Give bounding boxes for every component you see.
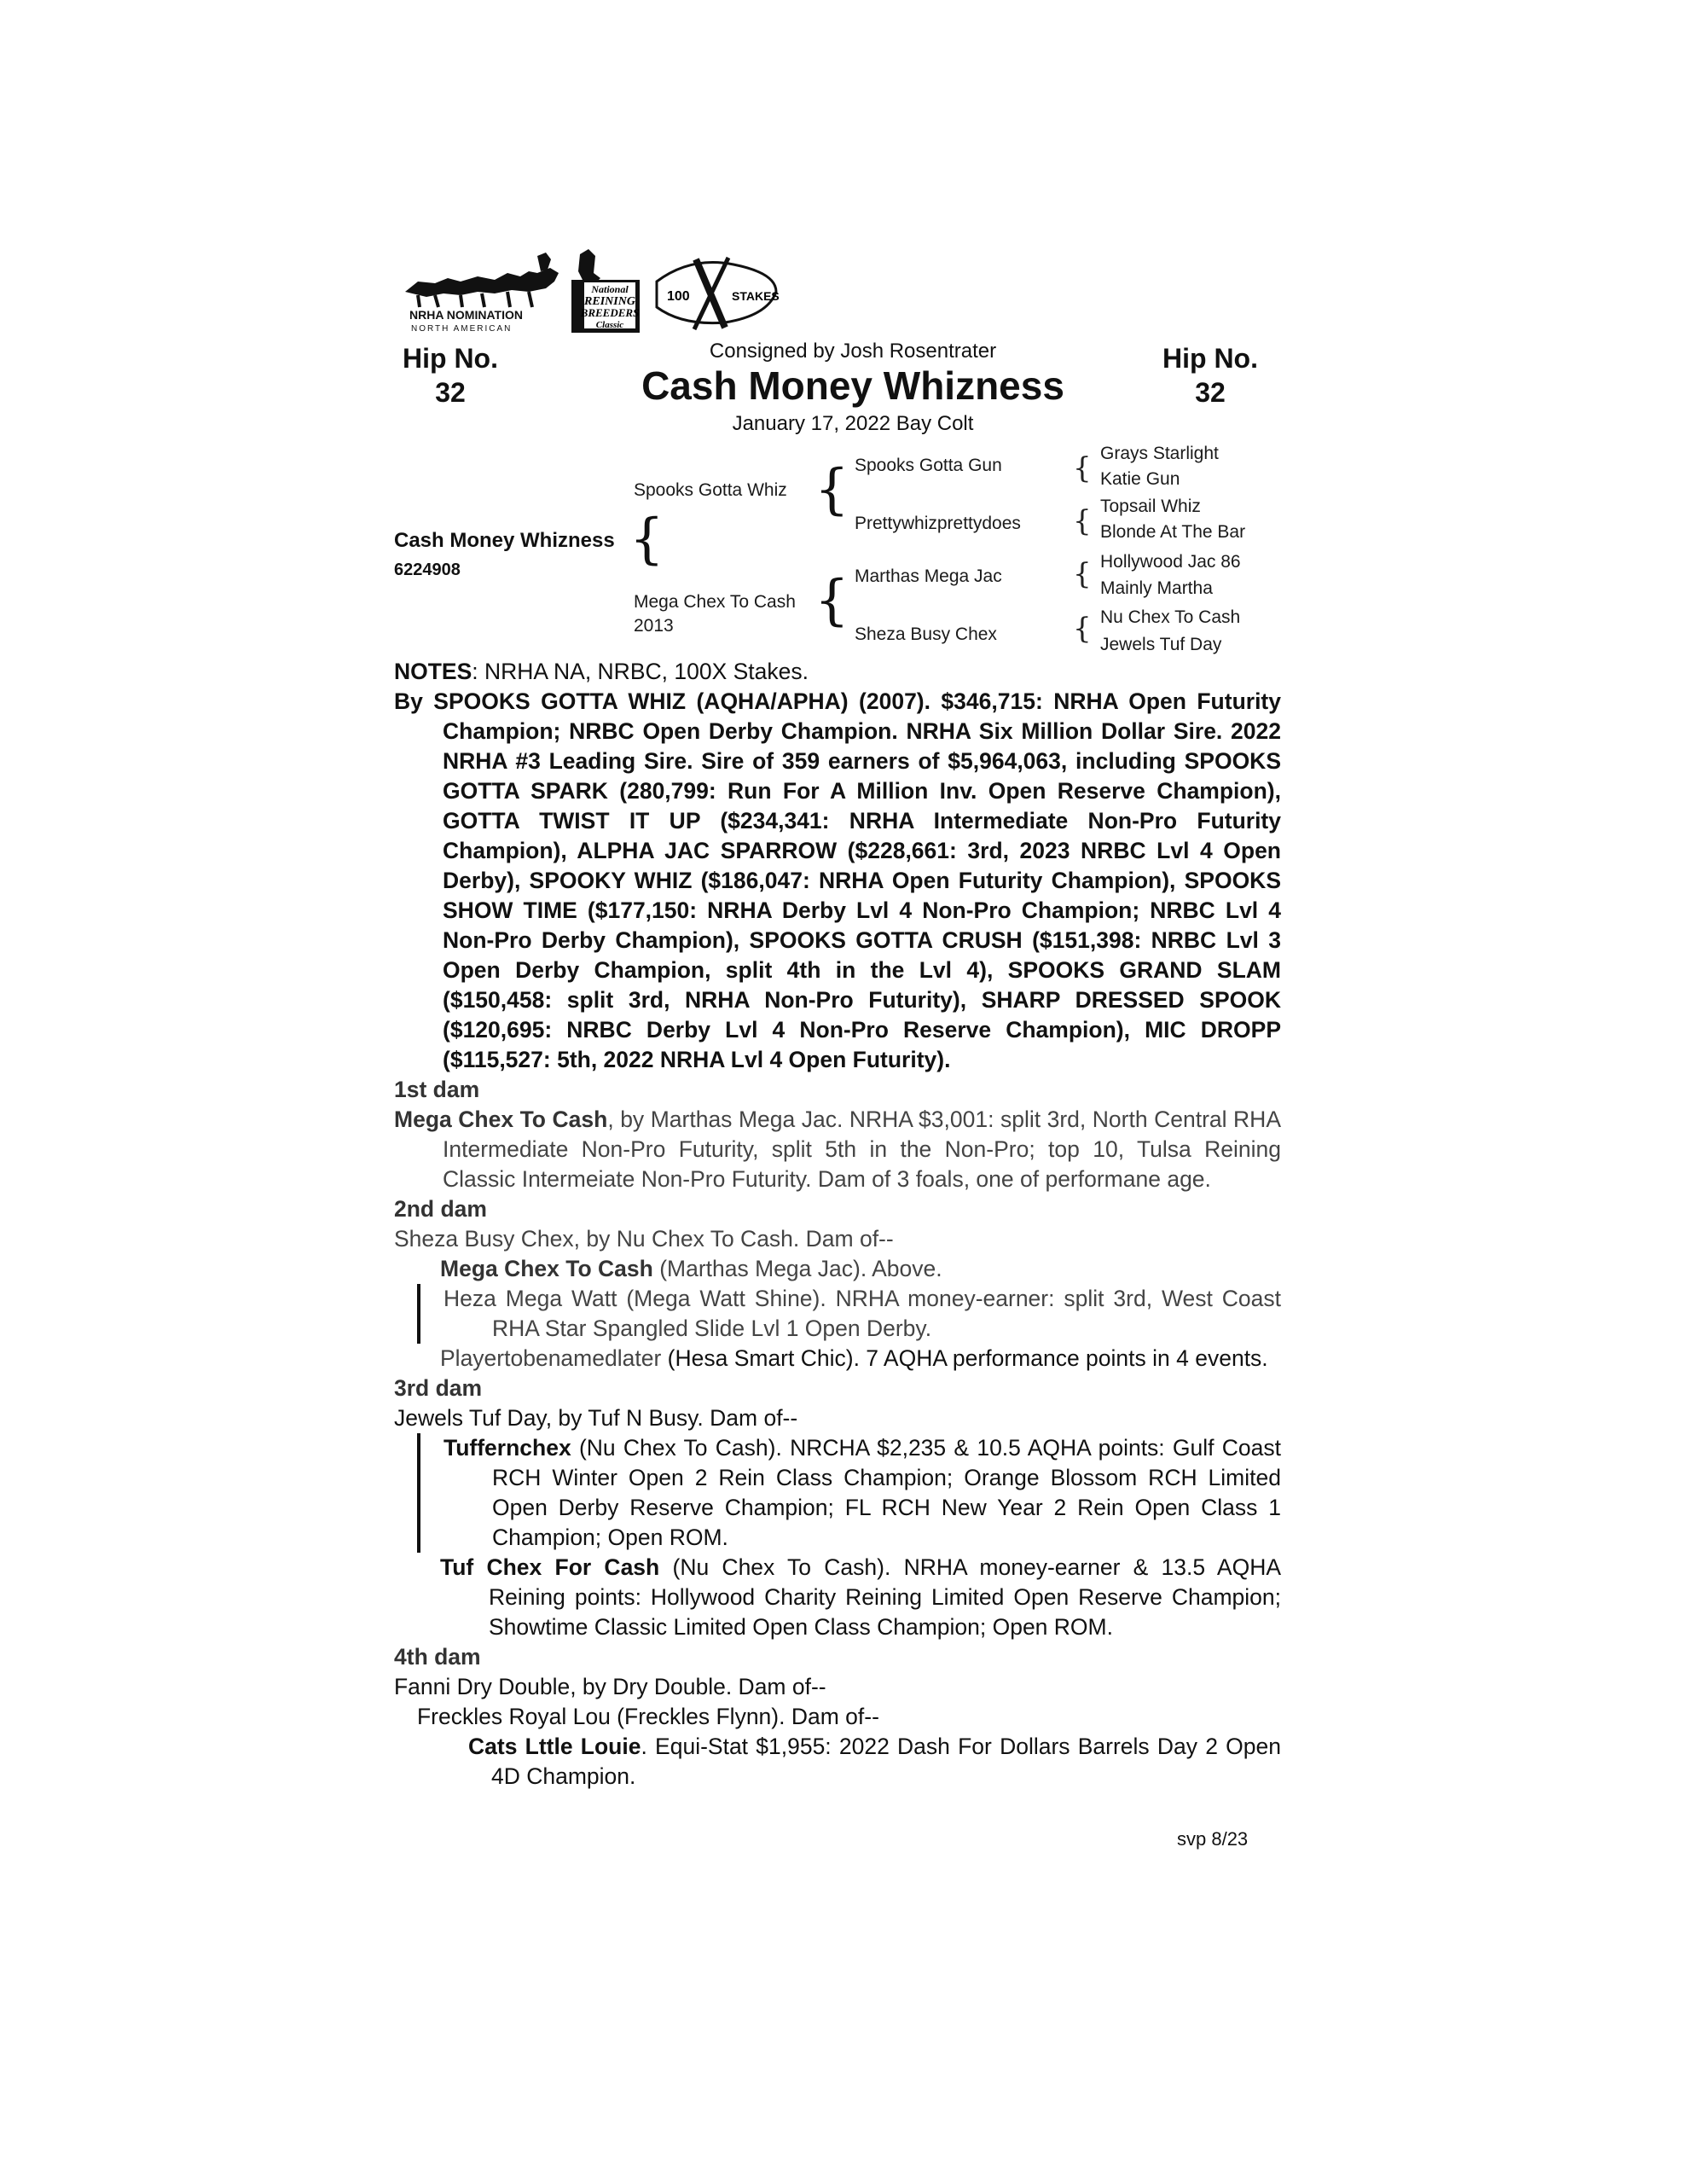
ss-brace: { (1073, 451, 1092, 485)
second-dam-intro: Sheza Busy Chex, by Nu Chex To Cash. Dam of-- (394, 1226, 894, 1252)
pedigree-sds: Topsail Whiz (1100, 497, 1201, 516)
third-dam-foal-2-text: (Nu Chex To Cash). NRHA money-earner & 13.5 AQHA Reining points: Hollywood Charity Reining Limited Open Reserve Champion; Showtime Classic Limited Open Class Champion; Open ROM. (489, 1554, 1282, 1640)
second-dam-foal-2-name: Heza Mega Watt (443, 1286, 617, 1311)
fourth-dam-grandfoal-1-name: Cats Lttle Louie (468, 1734, 641, 1759)
pedigree-ddd: Jewels Tuf Day (1100, 635, 1222, 654)
nrbc-logo-text-4: Classic (595, 320, 624, 330)
subject-brace: { (629, 508, 664, 571)
pedigree-dss: Hollywood Jac 86 (1100, 552, 1241, 572)
fourth-dam-intro: Fanni Dry Double, by Dry Double. Dam of-- (394, 1674, 826, 1699)
first-dam-paragraph (394, 1105, 1281, 1194)
ds-brace: { (1073, 557, 1092, 591)
consignor: Consigned by Josh Rosentrater (709, 340, 997, 363)
nrha-logo (405, 253, 559, 334)
hip-value-left: 32 (435, 377, 466, 408)
pedigree-sss: Grays Starlight (1100, 444, 1219, 463)
second-dam-heading: 2nd dam (394, 1196, 487, 1222)
footer-code: svp 8/23 (1177, 1828, 1249, 1850)
dd-brace: { (1073, 612, 1092, 646)
third-dam-foal-2 (417, 1553, 1281, 1642)
third-dam-foal-1-name: Tuffernchex (443, 1435, 571, 1461)
pedigree-dam: Mega Chex To Cash (634, 592, 796, 612)
third-dam-foal-2-name: Tuf Chex For Cash (440, 1554, 660, 1580)
sd-brace: { (1073, 504, 1092, 538)
fourth-dam-foal-1: Freckles Royal Lou (Freckles Flynn). Dam of-- (417, 1704, 879, 1729)
second-dam-foal-1-text: (Marthas Mega Jac). Above. (652, 1256, 942, 1281)
third-dam-intro: Jewels Tuf Day, by Tuf N Busy. Dam of-- (394, 1405, 798, 1431)
nrbc-logo-text-1: National (591, 283, 629, 295)
pedigree-dam-dam: Sheza Busy Chex (855, 624, 997, 644)
pedigree-ssd: Katie Gun (1100, 469, 1180, 489)
foaling-info: January 17, 2022 Bay Colt (732, 412, 974, 435)
first-dam-name: Mega Chex To Cash (394, 1107, 608, 1132)
pedigree-subject: Cash Money Whizness (394, 529, 615, 552)
first-dam-text: , by Marthas Mega Jac. NRHA $3,001: split 3rd, North Central RHA Intermediate Non-Pro Futurity, split 5th in the Non-Pro; top 10, Tulsa Reining Classic Intermeiate Non-Pro Futurity. Dam of 3 foals, one of performane age. (443, 1107, 1281, 1192)
hip-label-left: Hip No. (403, 343, 498, 374)
logo-graphics (401, 247, 802, 341)
nrbc-logo-text-2: REINING (584, 295, 635, 308)
second-dam-foal-1-name: Mega Chex To Cash (440, 1256, 653, 1281)
fourth-dam-heading: 4th dam (394, 1644, 481, 1670)
horse-title: Cash Money Whizness (641, 363, 1064, 408)
nrbc-logo (571, 249, 640, 333)
hip-number-left (399, 341, 501, 410)
fourth-dam-grandfoal-1 (443, 1732, 1281, 1792)
registration-number: 6224908 (394, 561, 461, 579)
nrha-logo-text: NRHA NOMINATION (409, 308, 523, 322)
second-dam-foal-1 (417, 1254, 1281, 1284)
second-dam-foal-3 (417, 1344, 1281, 1374)
stakes-logo (657, 258, 780, 329)
pedigree-sire-dam: Prettywhizprettydoes (855, 514, 1021, 533)
pedigree-sire-sire: Spooks Gotta Gun (855, 456, 1002, 475)
pedigree-dsd: Mainly Martha (1100, 578, 1213, 598)
sire-paragraph: By SPOOKS GOTTA WHIZ (AQHA/APHA) (2007). $346,715: NRHA Open Futurity Champion; NRBC Open Derby Champion. NRHA Six Million Dollar Sire. 2022 NRHA #3 Leading Sire. Sire of 359 earners of $5,964,063, including SPOOKS GOTTA SPARK (280,799: Run For A Million Inv. Open Reserve Champion), GOTTA TWIST IT UP ($234,341: NRHA Intermediate Non-Pro Futurity Champion), ALPHA JAC SPARROW ($228,661: 3rd, 2023 NRBC Lvl 4 Open Derby), SPOOKY WHIZ ($186,047: NRHA Open Futurity Champion), SPOOKS SHOW TIME ($177,150: NRHA Derby Lvl 4 Non-Pro Champion; NRBC Lvl 4 Non-Pro Derby Champion), SPOOKS GOTTA CRUSH ($151,398: NRBC Lvl 3 Open Derby Champion, split 4th in the Lvl 4), SPOOKS GRAND SLAM ($150,458: split 3rd, NRHA Non-Pro Futurity), SHARP DRESSED SPOOK ($120,695: NRBC Derby Lvl 4 Non-Pro Reserve Champion), MIC DROPP ($115,527: 5th, 2022 NRHA Lvl 4 Open Futurity). (394, 688, 1281, 1072)
notes-text: : NRHA NA, NRBC, 100X Stakes. (472, 659, 809, 684)
sire-brace: { (815, 458, 849, 521)
second-dam-foal-2-text: (Mega Watt Shine). NRHA money-earner: split 3rd, West Coast RHA Star Spangled Slide Lvl 1 Open Derby. (492, 1286, 1281, 1341)
pedigree-sire: Spooks Gotta Whiz (634, 480, 787, 500)
second-dam-foal-3-name: Playertobenamedlater (440, 1345, 662, 1371)
notes-label: NOTES (394, 659, 472, 684)
notes-line (394, 657, 1281, 687)
third-dam-heading: 3rd dam (394, 1375, 483, 1401)
second-dam-foal-3-text: (Hesa Smart Chic). 7 AQHA performance points in 4 events. (661, 1345, 1268, 1371)
first-dam-heading: 1st dam (394, 1077, 480, 1102)
third-dam-foal-1-text: (Nu Chex To Cash). NRCHA $2,235 & 10.5 AQHA points: Gulf Coast RCH Winter Open 2 Rein Class Champion; Orange Blossom RCH Limited Open Derby Reserve Champion; FL RCH New Year 2 Rein Open Class 1 Champion; Open ROM. (492, 1435, 1281, 1550)
nrha-logo-subtext: NORTH AMERICAN (411, 324, 513, 334)
second-dam-foal-2 (417, 1284, 1281, 1344)
stakes-logo-number: 100 (667, 289, 690, 304)
fourth-dam-grandfoal-1-text: . Equi-Stat $1,955: 2022 Dash For Dollars Barrels Day 2 Open 4D Champion. (491, 1734, 1282, 1789)
nrbc-logo-text-3: BREEDERS (580, 306, 640, 319)
catalog-body (394, 657, 1281, 1792)
pedigree-sdd: Blonde At The Bar (1100, 522, 1246, 542)
pedigree-dds: Nu Chex To Cash (1100, 607, 1241, 627)
pedigree-dam-sire: Marthas Mega Jac (855, 566, 1002, 586)
stakes-logo-text: STAKES (732, 289, 780, 303)
hip-label-right: Hip No. (1162, 343, 1258, 374)
hip-value-right: 32 (1195, 377, 1226, 408)
dam-brace: { (815, 569, 849, 632)
third-dam-foal-1 (417, 1433, 1281, 1553)
pedigree-dam-year: 2013 (634, 616, 674, 636)
logo-strip (401, 247, 802, 341)
